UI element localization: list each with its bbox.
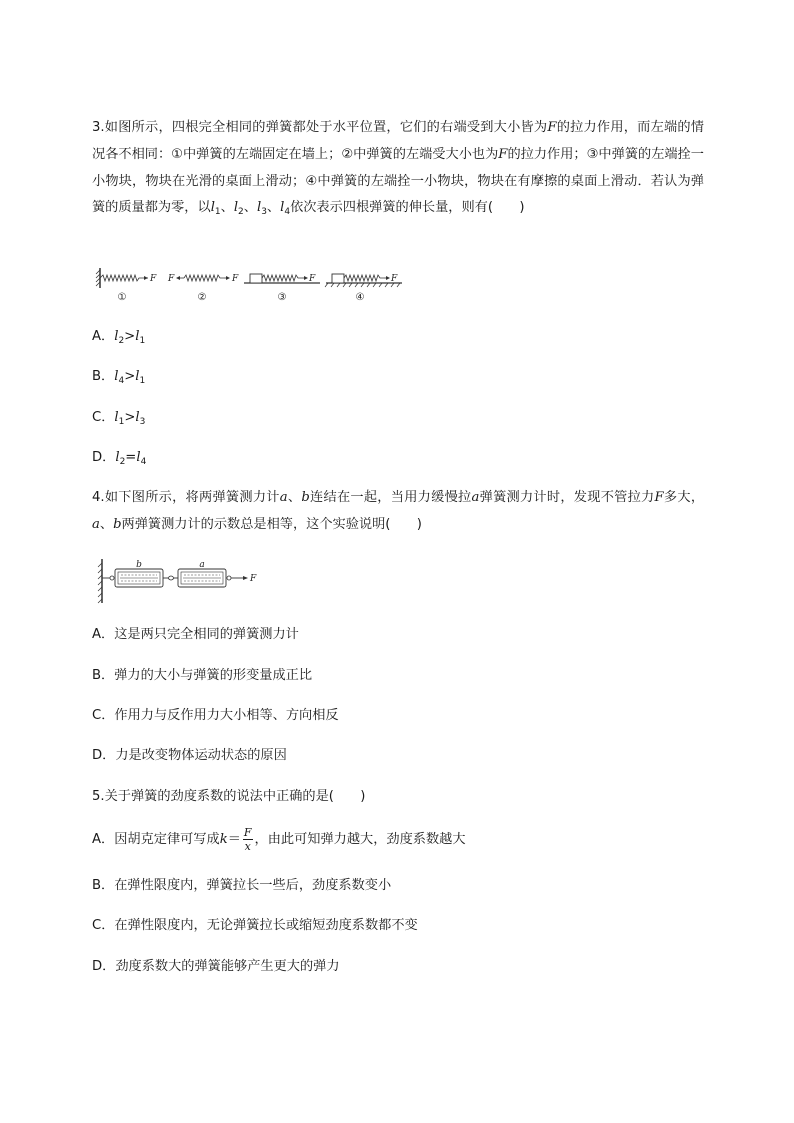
figure-label-3: ③ [277, 292, 287, 303]
spring-scale-b [115, 560, 163, 587]
hooke-fraction [243, 827, 253, 852]
scale-label-a: a [199, 560, 205, 570]
option-subscript: 2 [119, 457, 126, 467]
q4-var-a: a [471, 490, 480, 505]
option-subscript: 3 [139, 417, 146, 427]
option-subscript: 1 [118, 417, 125, 427]
q3-var-l: l [256, 200, 262, 216]
q4-stem-text: 、 [287, 490, 302, 505]
force-label: F [168, 274, 175, 284]
q3-var-l: l [233, 200, 239, 216]
q5-stem: 5.关于弹簧的劲度系数的说法中正确的是( ) [92, 789, 366, 804]
q4-stem [92, 485, 704, 539]
option-subscript: 2 [118, 336, 125, 346]
force-label: F [250, 574, 257, 584]
q3-stem-text: 3.如图所示，四根完全相同的弹簧都处于水平位置，它们的右端受到大小皆为 [92, 120, 548, 135]
q4-var-b: b [301, 490, 310, 505]
fraction-denominator: x [244, 839, 251, 853]
q5-option-a[interactable] [92, 825, 466, 855]
q4-option-d[interactable]: D．力是改变物体运动状态的原因 [92, 748, 287, 763]
q3-subscript: 2 [238, 207, 244, 218]
q3-var-F: F [547, 120, 557, 135]
scale-label-b: b [136, 560, 142, 570]
q4-stem-text: 、 [99, 516, 114, 532]
option-var: l [114, 410, 119, 425]
option-prefix: D． [92, 450, 116, 465]
q3-var-F: F [498, 146, 508, 162]
option-equals: ＝ [227, 832, 241, 847]
force-label: F [309, 274, 316, 284]
option-text: ，由此可知弹力越大，劲度系数越大 [254, 832, 466, 847]
option-subscript: 4 [140, 457, 147, 467]
option-text: A．因胡克定律可写成 [92, 832, 220, 847]
spring-case-1 [96, 268, 157, 303]
option-prefix: B． [92, 369, 115, 384]
q3-option-a[interactable] [92, 327, 145, 347]
option-var: l [136, 450, 141, 465]
q3-subscript: 1 [214, 207, 221, 218]
fraction-numerator: F [243, 825, 252, 839]
option-var: l [135, 369, 140, 384]
q5-option-c[interactable]: C．在弹性限度内，无论弹簧拉长或缩短劲度系数都不变 [92, 918, 418, 933]
force-label: F [232, 274, 239, 284]
option-subscript: 4 [118, 376, 125, 386]
option-var: l [114, 369, 119, 384]
q3-stem-text: 依次表示四根弹簧的伸长量，则有( ) [290, 200, 525, 216]
q4-spring-scale-figure [92, 555, 272, 605]
q3-subscript: 3 [261, 207, 267, 218]
q4-stem-text: 4.如下图所示，将两弹簧测力计 [92, 490, 280, 505]
q3-stem [92, 115, 704, 222]
q3-stem-text: 的拉力作用，而左端的情况各不相同：①中弹簧的左端固定在墙上；②中弹簧的左端受大小也为 [92, 120, 704, 162]
option-var: l [135, 329, 140, 344]
q4-stem-text: 连结在一起，当用力缓慢拉 [309, 490, 472, 505]
q4-option-a[interactable]: A．这是两只完全相同的弹簧测力计 [92, 627, 299, 642]
option-var: l [135, 410, 140, 425]
force-label: F [391, 274, 398, 284]
spring-case-2 [167, 274, 239, 303]
spring-case-3 [244, 274, 320, 303]
q3-stem-text: 的拉力作用；③中弹簧的左端拴一小物块，物块在光滑的桌面上滑动；④中弹簧的左端拴一小物块，物块在有摩擦的桌面上滑动．若认为弹簧的质量都为零，以 [92, 146, 704, 216]
spring-case-4 [325, 274, 402, 303]
option-operator: > [124, 369, 136, 384]
option-operator: = [125, 450, 137, 465]
q3-sep: 、 [266, 200, 281, 216]
q4-option-b[interactable]: B．弹力的大小与弹簧的形变量成正比 [92, 668, 313, 683]
q3-option-b[interactable] [92, 367, 145, 387]
q3-sep: 、 [243, 200, 257, 216]
option-subscript: 1 [139, 376, 146, 386]
figure-label-2: ② [197, 292, 207, 303]
option-prefix: C． [92, 410, 115, 425]
q3-sep: 、 [220, 200, 234, 216]
q3-subscript: 4 [284, 207, 291, 218]
option-operator: > [124, 329, 136, 344]
force-label: F [150, 274, 157, 284]
option-var: l [114, 329, 119, 344]
q4-var-F: F [654, 490, 664, 505]
q3-option-d[interactable] [92, 448, 146, 468]
q4-var-b: b [113, 516, 122, 532]
option-operator: > [124, 410, 136, 425]
option-subscript: 1 [139, 336, 146, 346]
q4-stem-text: 两弹簧测力计的示数总是相等，这个实验说明( ) [121, 516, 422, 532]
option-prefix: A． [92, 329, 115, 344]
q3-spring-figure [92, 262, 412, 304]
q4-var-a: a [279, 490, 288, 505]
q4-option-c[interactable]: C．作用力与反作用力大小相等、方向相反 [92, 708, 339, 723]
option-var-k: k [219, 832, 228, 847]
q4-stem-text: 弹簧测力计时，发现不管拉力 [479, 490, 655, 505]
figure-label-1: ① [117, 292, 127, 303]
q5-option-d[interactable]: D．劲度系数大的弹簧能够产生更大的弹力 [92, 959, 340, 974]
option-var: l [115, 450, 120, 465]
q4-stem-text: 多大， [663, 490, 705, 505]
q4-var-a: a [92, 516, 100, 532]
spring-scale-a [178, 560, 226, 587]
figure-label-4: ④ [355, 292, 365, 303]
q5-option-b[interactable]: B．在弹性限度内，弹簧拉长一些后，劲度系数变小 [92, 878, 392, 893]
q3-var-l: l [280, 200, 285, 216]
q3-option-c[interactable] [92, 408, 145, 428]
q3-var-l: l [210, 200, 215, 216]
